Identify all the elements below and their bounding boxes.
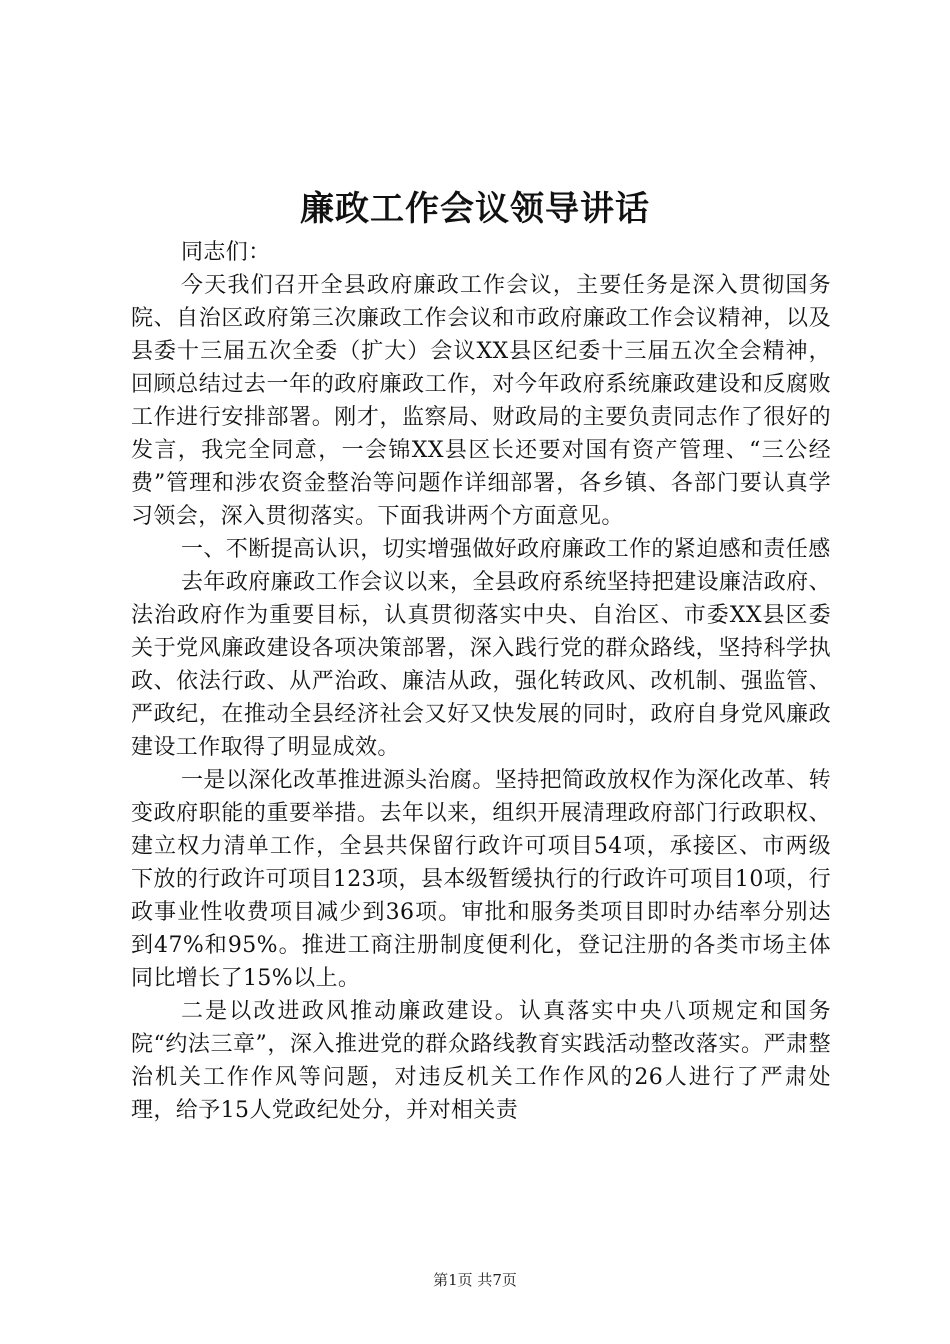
body-paragraph: 二是以改进政风推动廉政建设。认真落实中央八项规定和国务院“约法三章”，深入推进党的群众路线教育实践活动整改落实。严肃整治机关工作作风等问题，对违反机关工作作风的26人进行了严肃处理，给予15人党政纪处分，并对相关责 [131, 999, 831, 1123]
document-body [131, 236, 831, 1127]
page-footer: 第1页 共7页 [433, 1271, 517, 1289]
body-paragraph: 今天我们召开全县政府廉政工作会议，主要任务是深入贯彻国务院、自治区政府第三次廉政工作会议和市政府廉政工作会议精神，以及县委十三届五次全委（扩大）会议XX县区纪委十三届五次全会精神，回顾总结过去一年的政府廉政工作，对今年政府系统廉政建设和反腐败工作进行安排部署。刚才，监察局、财政局的主要负责同志作了很好的发言，我完全同意，一会锦XX县区长还要对国有资产管理、“三公经费”管理和涉农资金整治等问题作详细部署，各乡镇、各部门要认真学习领会，深入贯彻落实。下面我讲两个方面意见。 [131, 273, 831, 529]
body-paragraph: 一是以深化改革推进源头治腐。坚持把简政放权作为深化改革、转变政府职能的重要举措。去年以来，组织开展清理政府部门行政职权、建立权力清单工作，全县共保留行政许可项目54项，承接区、市两级下放的行政许可项目123项，县本级暂缓执行的行政许可项目10项，行政事业性收费项目减少到36项。审批和服务类项目即时办结率分别达到47%和95%。推进工商注册制度便利化，登记注册的各类市场主体同比增长了15%以上。 [131, 768, 831, 991]
document-title: 廉政工作会议领导讲话 [300, 189, 650, 229]
body-paragraph: 去年政府廉政工作会议以来，全县政府系统坚持把建设廉洁政府、法治政府作为重要目标，认真贯彻落实中央、自治区、市委XX县区委关于党风廉政建设各项决策部署，深入践行党的群众路线，坚持科学执政、依法行政、从严治政、廉洁从政，强化转政风、改机制、强监管、严政纪，在推动全县经济社会又好又快发展的同时，政府自身党风廉政建设工作取得了明显成效。 [131, 570, 831, 760]
section-heading-paragraph: 一、不断提高认识，切实增强做好政府廉政工作的紧迫感和责任感 [181, 537, 831, 562]
salutation-paragraph: 同志们： [181, 240, 271, 265]
